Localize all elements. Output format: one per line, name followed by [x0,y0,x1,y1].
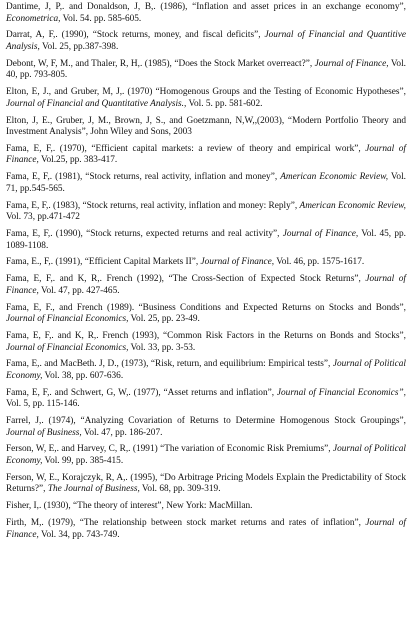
reference-entry [6,229,406,252]
reference-text: Ferson, W, E., Korajczyk, R, A,. (1995), “Do Arbitrage Pricing Models Explain the Predictability of Stock Returns?”, [6,472,406,495]
reference-volume-pages: Vol. 5, pp. 115-146. [6,399,80,410]
reference-journal: Journal of Financial Economics, [6,314,129,325]
reference-entry [6,30,406,53]
reference-volume-pages: Vol. 33, pp. 3-53. [128,342,196,353]
reference-entry [6,274,406,297]
reference-journal: Journal of Finance, [6,517,406,540]
reference-text: Elton, E, J., and Gruber, M, J,. (1970) “Homogenous Groups and the Testing of Economic Hypotheses”, [6,87,406,98]
reference-volume-pages: Vol. 54. pp. 585-605. [60,13,142,24]
reference-text: Fama, E, F,. and K, R,. French (1993), “Common Risk Factors in the Returns on Bonds and Stocks”, [6,330,406,341]
reference-volume-pages: Vol. 46, pp. 1575-1617. [274,257,365,268]
reference-text: Fama, E., F,. (1991), “Efficient Capital Markets II”, [6,257,201,268]
reference-text: Darrat, A, F,. (1990), “Stock returns, money, and fiscal deficits”, [6,30,265,41]
reference-text: Fama, E, F,. and Schwert, G, W,. (1977), “Asset returns and inflation”, [6,387,277,398]
reference-entry [6,201,406,224]
reference-journal: Journal of Finance, [200,257,275,268]
reference-volume-pages: Vol. 40, pp. 793-805. [6,58,406,81]
reference-volume-pages: Vol. 45, pp. 1089-1108. [6,229,406,251]
reference-entry [6,303,406,326]
reference-entry [6,257,406,269]
reference-volume-pages: Vol. 47, pp. 186-207. [81,427,163,438]
reference-journal: Journal of Finance, [282,229,359,239]
reference-journal: Journal of Finance, [314,58,389,69]
reference-text: Farrel, J,. (1974), “Analyzing Covariation of Returns to Determine Homogenous Stock Groupings”, [6,416,406,427]
reference-text: Fama, E, F,. (1983), “Stock returns, real activity, inflation and money: Reply”, [6,200,300,211]
reference-journal: Journal of Finance, [6,143,406,166]
reference-text: Ferson, W, E,. and Harvey, C, R,. (1991) “The variation of Economic Risk Premiums”, [6,444,333,455]
reference-volume-pages: Vol.25, pp. 383-417. [38,155,118,166]
reference-journal: Journal of Business, [6,427,82,438]
reference-entry [6,444,406,467]
reference-journal: American Economic Review, [299,200,406,211]
reference-journal: Journal of Political Economy, [6,359,406,381]
reference-entry [6,172,406,195]
reference-entry [6,87,406,110]
reference-journal: Journal of Political Economy, [6,444,406,466]
reference-entry [6,2,406,25]
reference-volume-pages: Vol. 71, pp.545-565. [6,172,406,194]
reference-volume-pages: Vol. 25, pp. 23-49. [128,314,200,325]
reference-volume-pages: Vol. 38, pp. 607-636. [42,370,124,381]
reference-journal: Econometrica, [6,13,61,24]
reference-journal: American Economic Review, [280,172,389,183]
reference-volume-pages: Vol. 68, pp. 309-319. [139,484,221,495]
reference-entry [6,518,406,541]
reference-entry [6,359,406,382]
reference-text: Firth, M,. (1979), “The relationship between stock market returns and rates of inflation”, [6,517,366,528]
reference-text: Fama, E, F,. (1970), “Efficient capital markets: a review of theory and empirical work”, [6,143,366,154]
reference-text: Fisher, I,. (1930), “The theory of interest”, New York: MacMillan. [6,501,253,512]
reference-entry [6,473,406,496]
reference-volume-pages: Vol. 73, pp.471-472 [6,212,80,223]
reference-volume-pages: Vol. 99, pp. 385-415. [42,456,124,466]
reference-text: Fama, E, F., and French (1989). “Business Conditions and Expected Returns on Stocks and Bonds”, [6,302,406,313]
reference-volume-pages: Vol. 47, pp. 427-465. [38,285,120,296]
reference-volume-pages: Vol. 5. pp. 581-602. [186,98,263,109]
reference-text: Debont, W, F, M., and Thaler, R, H,. (1985), “Does the Stock Market overreact?”, [6,58,315,69]
reference-volume-pages: , Vol. 25, pp.387-398. [37,41,119,52]
reference-entry [6,116,406,139]
reference-journal: The Journal of Business, [47,484,140,495]
reference-entry [6,388,406,411]
reference-journal: Journal of Financial Economics, [6,342,129,353]
reference-text: Dantime, J, P,. and Donaldson, J, B,. (1986), “Inflation and asset prices in an exchange economy”, [6,2,406,12]
reference-text: Elton, J, E., Gruber, J, M., Brown, J, S., and Goetzmann, N,W,,(2003), “Modern Portfolio Theory and Investment Analysis”, John Wiley and Sons, 2003 [6,115,406,138]
reference-text: Fama, E,. and MacBeth. J, D., (1973), “Risk, return, and equilibrium: Empirical tests”, [6,359,333,370]
reference-volume-pages: Vol. 34, pp. 743-749. [38,529,120,540]
reference-journal: Journal of Finance, [6,274,406,296]
reference-entry [6,331,406,354]
reference-journal: Journal of Financial and Quantitive Analysis [6,30,406,52]
reference-journal: Journal of Financial and Quantitative Analysis., [6,98,187,109]
reference-text: Fama, E, F,. and K, R,. French (1992), “The Cross-Section of Expected Stock Returns”, [6,274,366,285]
reference-entry [6,501,406,513]
reference-text: Fama, E, F,. (1981), “Stock returns, real activity, inflation and money”, [6,172,281,183]
reference-entry [6,416,406,439]
reference-entry [6,144,406,167]
reference-journal: Journal of Financial Economics”, [276,387,407,398]
reference-entry [6,59,406,82]
reference-text: Fama, E, F,. (1990), “Stock returns, expected returns and real activity”, [6,229,283,239]
